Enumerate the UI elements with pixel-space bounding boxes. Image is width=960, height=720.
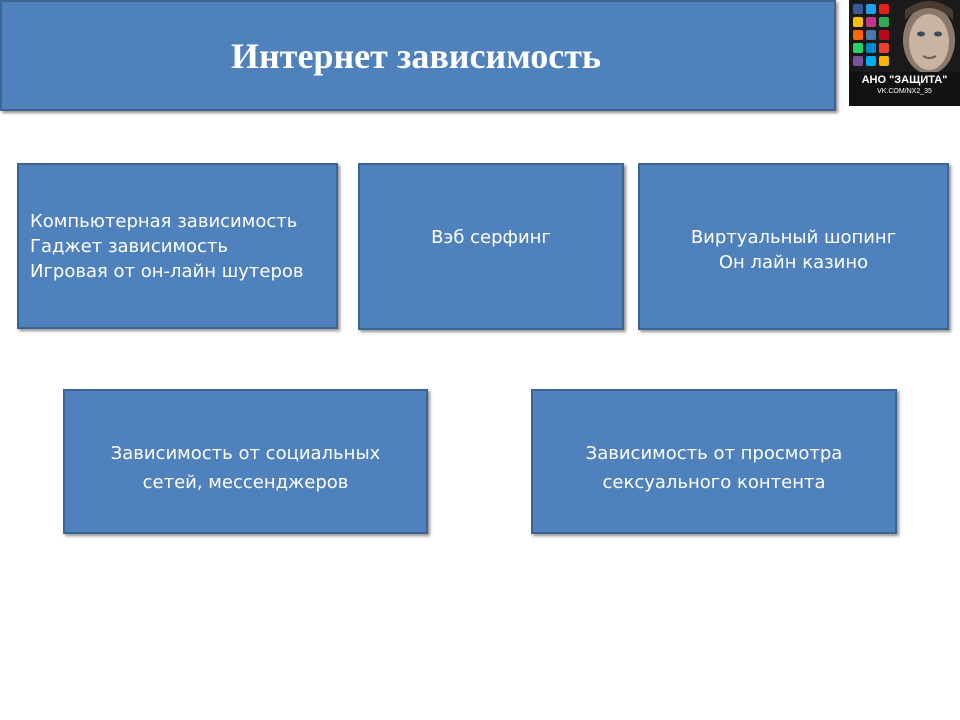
node-sexual-content bbox=[531, 389, 897, 534]
node-line: Компьютерная зависимость bbox=[30, 211, 298, 232]
node-text bbox=[360, 225, 622, 250]
logo-caption bbox=[849, 74, 960, 96]
node-line: Виртуальный шопинг bbox=[690, 227, 897, 248]
logo-url: VK.COM/NX2_35 bbox=[877, 88, 932, 95]
node-line: Зависимость от просмотра bbox=[585, 443, 843, 464]
node-line: Вэб серфинг bbox=[431, 227, 551, 248]
node-text bbox=[30, 209, 304, 284]
node-line: Гаджет зависимость bbox=[30, 236, 229, 257]
node-text bbox=[640, 225, 947, 275]
node-line: Игровая от он-лайн шутеров bbox=[30, 261, 304, 282]
node-virtual-shopping bbox=[638, 163, 949, 330]
node-text bbox=[533, 439, 895, 497]
node-line: сетей, мессенджеров bbox=[142, 472, 349, 493]
logo bbox=[849, 0, 960, 106]
title-banner bbox=[0, 0, 836, 111]
node-line: сексуального контента bbox=[602, 472, 826, 493]
logo-image bbox=[849, 0, 960, 72]
logo-name: АНО "ЗАЩИТА" bbox=[861, 74, 948, 86]
node-line: Он лайн казино bbox=[718, 252, 869, 273]
node-text bbox=[65, 439, 426, 497]
node-computer-addiction bbox=[17, 163, 338, 329]
node-line: Зависимость от социальных bbox=[110, 443, 381, 464]
slide-title: Интернет зависимость bbox=[231, 35, 601, 76]
node-social-networks bbox=[63, 389, 428, 534]
node-web-surfing bbox=[358, 163, 624, 330]
